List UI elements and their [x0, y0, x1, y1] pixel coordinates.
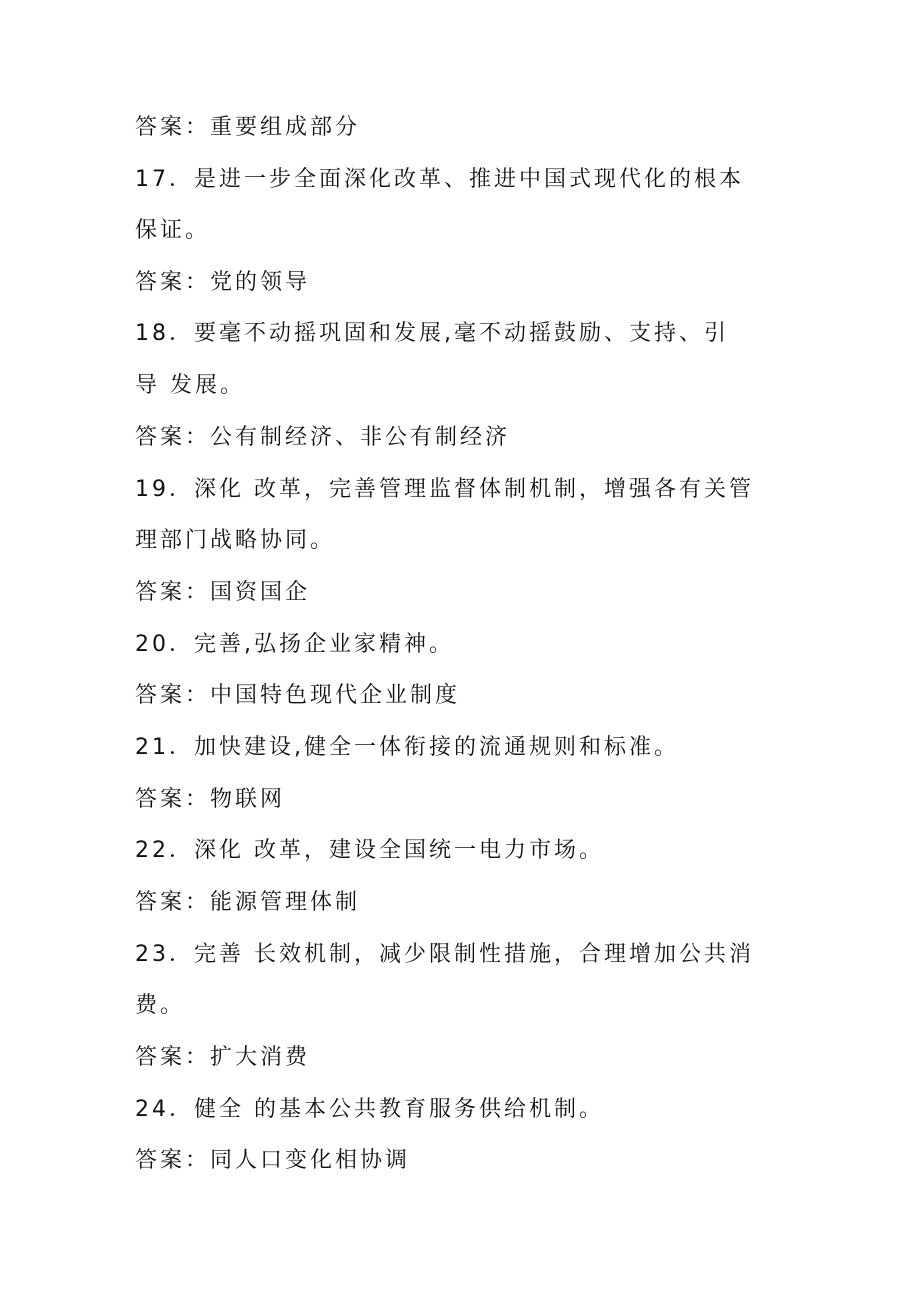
- question-17-line-2: 保证。: [135, 218, 211, 243]
- question-21-line: 21．加快建设,健全一体衔接的流通规则和标准。: [135, 735, 679, 760]
- question-23-line-1: 23．完善 长效机制，减少限制性措施，合理增加公共消: [135, 942, 754, 967]
- question-17-line-1: 17．是进一步全面深化改革、推进中国式现代化的根本: [135, 167, 744, 192]
- answer-line: 答案：公有制经济、非公有制经济: [135, 425, 511, 450]
- answer-line: 答案：党的领导: [135, 270, 311, 295]
- question-24-line: 24．健全 的基本公共教育服务供给机制。: [135, 1097, 604, 1122]
- answer-line: 答案：扩大消费: [135, 1045, 311, 1070]
- question-23-line-2: 费。: [135, 993, 186, 1018]
- question-22-line: 22．深化 改革，建设全国统一电力市场。: [135, 838, 604, 863]
- answer-line: 答案：同人口变化相协调: [135, 1148, 411, 1173]
- question-20-line: 20．完善,弘扬企业家精神。: [135, 632, 454, 657]
- answer-line: 答案：物联网: [135, 787, 286, 812]
- answer-line: 答案：国资国企: [135, 580, 311, 605]
- answer-line: 答案：重要组成部分: [135, 115, 361, 140]
- question-18-line-1: 18．要毫不动摇巩固和发展,毫不动摇鼓励、支持、引: [135, 321, 729, 346]
- answer-line: 答案：能源管理体制: [135, 890, 361, 915]
- answer-line: 答案：中国特色现代企业制度: [135, 683, 461, 708]
- question-19-line-1: 19．深化 改革，完善管理监督体制机制，增强各有关管: [135, 477, 754, 502]
- question-18-line-2: 导 发展。: [135, 373, 245, 398]
- question-19-line-2: 理部门战略协同。: [135, 528, 336, 553]
